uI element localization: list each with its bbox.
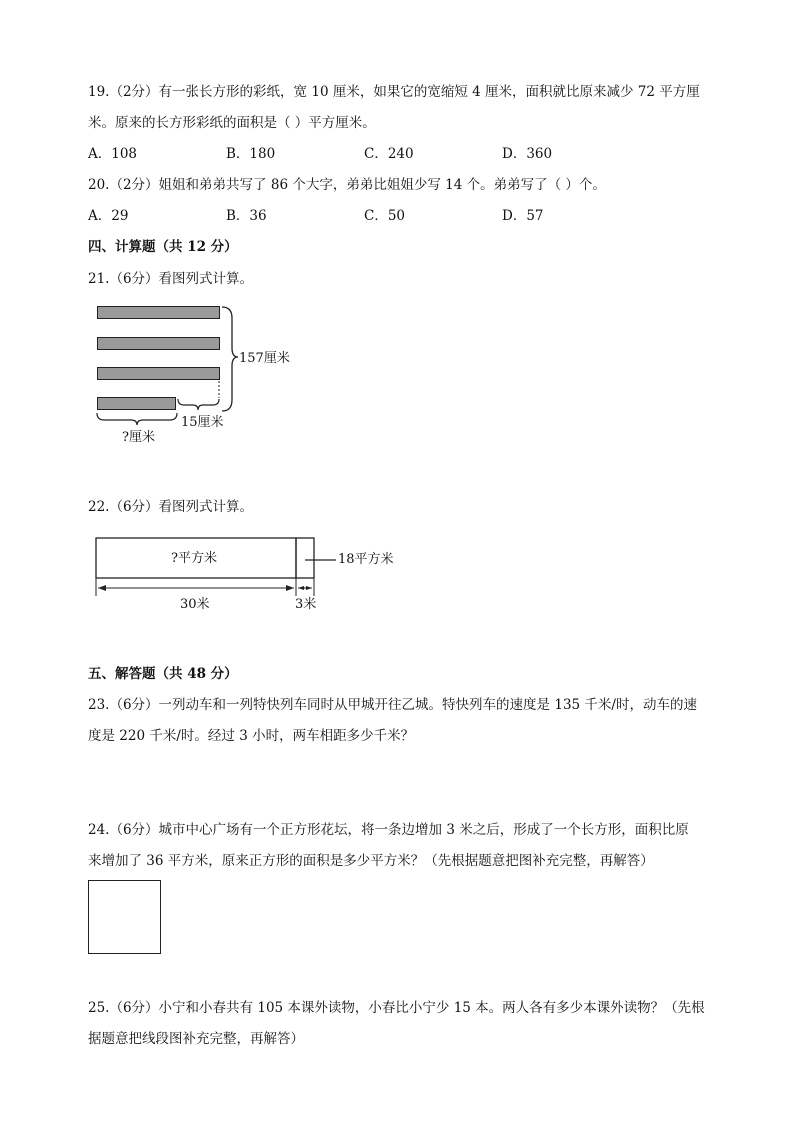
q21-text: 21.（6分）看图列式计算。 <box>88 271 254 287</box>
q23-text-line1: 23.（6分）一列动车和一列特快列车同时从甲城开往乙城。特快列车的速度是 135 千米/时，动车的速 <box>88 697 697 713</box>
q22-label-inner: ?平方米 <box>171 551 217 566</box>
q22-label-side: 18平方米 <box>338 552 394 567</box>
q19-text-line2: 米。原来的长方形彩纸的面积是（ ）平方厘米。 <box>88 115 376 131</box>
q21-label-unknown: ?厘米 <box>122 430 155 445</box>
section-4-heading: 四、计算题（共 12 分） <box>88 239 238 255</box>
q24-text-line2: 来增加了 36 平方米，原来正方形的面积是多少平方米？（先根据题意把图补充完整，再解答） <box>88 853 654 869</box>
q20-option-b: B．36 <box>226 208 267 224</box>
q22-label-width-small: 3米 <box>295 597 317 612</box>
q19-option-c: C．240 <box>364 146 414 162</box>
q19-option-d: D．360 <box>502 146 553 162</box>
q19-option-b: B．180 <box>226 146 276 162</box>
q22-label-width-main: 30米 <box>180 597 210 612</box>
q24-text-line1: 24.（6分）城市中心广场有一个正方形花坛，将一条边增加 3 米之后，形成了一个长方形，面积比原 <box>88 822 689 838</box>
q25-text-line1: 25.（6分）小宁和小春共有 105 本课外读物，小春比小宁少 15 本。两人各有多少本课外读物？（先根 <box>88 1000 705 1016</box>
q23-text-line2: 度是 220 千米/时。经过 3 小时，两车相距多少千米？ <box>88 728 415 744</box>
q21-label-diff: 15厘米 <box>181 415 224 430</box>
q20-option-a: A．29 <box>88 208 129 224</box>
q20-option-d: D．57 <box>502 208 544 224</box>
q20-text: 20.（2分）姐姐和弟弟共写了 86 个大字，弟弟比姐姐少写 14 个。弟弟写了（ ）个。 <box>88 177 606 193</box>
q21-label-total: 157厘米 <box>239 351 290 366</box>
q20-option-c: C．50 <box>364 208 406 224</box>
q25-text-line2: 据题意把线段图补充完整，再解答） <box>88 1031 304 1047</box>
q19-option-a: A．108 <box>88 146 138 162</box>
section-5-heading: 五、解答题（共 48 分） <box>88 666 238 682</box>
q19-text-line1: 19.（2分）有一张长方形的彩纸，宽 10 厘米，如果它的宽缩短 4 厘米，面积就比原来减少 72 平方厘 <box>88 84 700 100</box>
q24-square-diagram <box>88 880 161 954</box>
q22-text: 22.（6分）看图列式计算。 <box>88 499 254 515</box>
